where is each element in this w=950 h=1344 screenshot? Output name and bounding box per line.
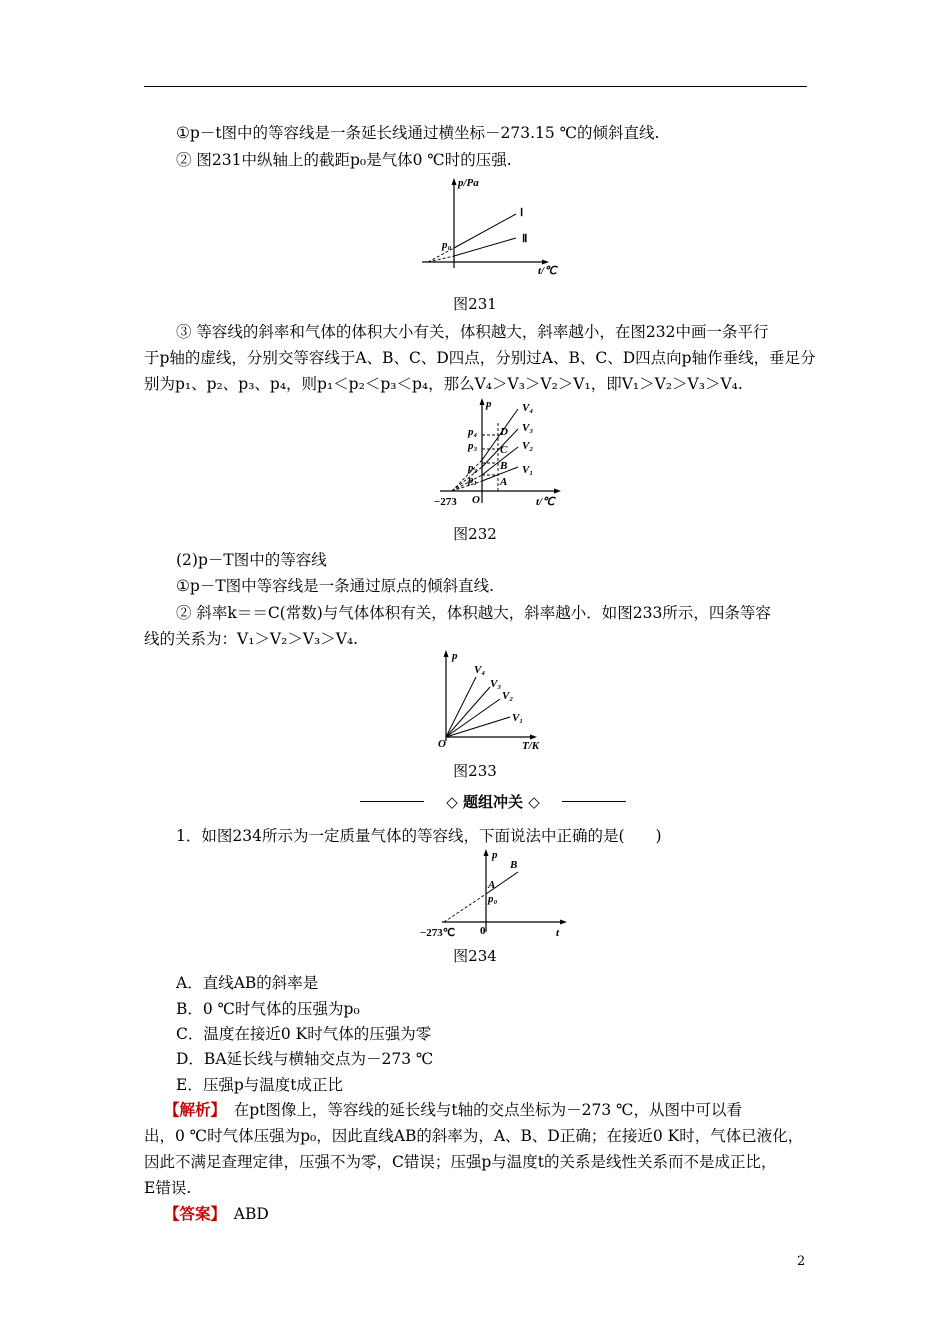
V3-label: V₃ (490, 678, 502, 690)
option-A: A．直线AB的斜率是 (176, 974, 319, 992)
option-C: C．温度在接近0 K时气体的压强为零 (176, 1025, 432, 1043)
figure-232 (430, 395, 570, 510)
para-line: ② 图231中纵轴上的截距p₀是气体0 ℃时的压强. (176, 151, 512, 169)
V2-label: V₂ (502, 690, 514, 702)
page-number: 2 (797, 1254, 806, 1269)
V4-label: V₄ (522, 402, 534, 414)
p4-label: p₄ (468, 426, 478, 438)
p1-label: p₁ (468, 474, 478, 486)
V2-label: V₂ (522, 440, 534, 452)
section-title: ◇ 题组冲关 ◇ (446, 793, 540, 811)
point-C: C (500, 444, 508, 456)
p2-label: p₂ (468, 462, 478, 474)
origin-label: O (472, 494, 480, 506)
point-B: B (500, 460, 508, 472)
answer-text: ABD (218, 1205, 269, 1223)
x-axis-label: t/℃ (536, 496, 555, 508)
point-A: A (488, 879, 496, 891)
V3-label: V₃ (522, 422, 534, 434)
neg-label: −273 (434, 496, 457, 508)
point-B: B (510, 859, 518, 871)
p-axis-label: p (486, 398, 492, 410)
answer-tag: 【答案】 (164, 1204, 219, 1223)
figure-caption: 图231 (453, 295, 497, 313)
para-line: ③ 等容线的斜率和气体的体积大小有关，体积越大，斜率越小，在图232中画一条平行 (176, 323, 769, 341)
x-axis-label: t/℃ (538, 265, 557, 276)
zero-label: 0 (480, 925, 486, 937)
question: 1．如图234所示为一定质量气体的等容线，下面说法中正确的是( ) (176, 827, 662, 845)
p0-label: p₀ (488, 893, 498, 905)
neg-label: −273℃ (420, 927, 456, 938)
origin-label: O (438, 738, 446, 750)
option-E: E．压强p与温度t成正比 (176, 1076, 343, 1094)
header-rule (144, 86, 807, 87)
figure-caption: 图233 (453, 762, 497, 780)
answer-line (144, 1204, 808, 1224)
p-axis-label: p (452, 650, 458, 662)
para-line: (2)p－T图中的等容线 (176, 551, 327, 569)
point-A: A (500, 476, 508, 488)
section-divider (360, 792, 626, 812)
p-axis-label: p (492, 849, 498, 861)
p3-label: p₃ (468, 440, 478, 452)
para-line: 线的关系为：V₁＞V₂＞V₃＞V₄. (144, 630, 359, 648)
para-line: 于p轴的虚线，分别交等容线于A、B、C、D四点，分别过A、B、C、D四点向p轴作垂线，垂足分 (144, 349, 816, 367)
analysis-text: 在pt图像上，等容线的延长线与t轴的交点坐标为－273 ℃，从图中可以看 (218, 1101, 742, 1119)
y-axis-label: p/Pa (458, 177, 479, 189)
V1-label: V₁ (512, 712, 524, 724)
x-axis-label: t (556, 927, 560, 938)
option-B: B．0 ℃时气体的压强为p₀ (176, 1000, 360, 1018)
V4-label: V₄ (474, 664, 486, 676)
analysis-line (144, 1100, 808, 1120)
figure-231 (418, 176, 568, 276)
para-line: 别为p₁、p₂、p₃、p₄，则p₁＜p₂＜p₃＜p₄，那么V₄＞V₃＞V₂＞V₁，即V₁＞V₂＞V₃＞V₄. (144, 375, 743, 393)
para-line: ①p－T图中等容线是一条通过原点的倾斜直线. (176, 577, 495, 595)
figure-caption: 图232 (453, 525, 497, 543)
figure-caption: 图234 (453, 947, 497, 965)
option-D: D．BA延长线与横轴交点为－273 ℃ (176, 1050, 434, 1068)
analysis-tag: 【解析】 (164, 1100, 219, 1119)
para-line: ② 斜率k＝＝C(常数)与气体体积有关，体积越大，斜率越小．如图233所示，四条等容 (176, 604, 771, 622)
analysis-line: E错误. (144, 1179, 192, 1197)
analysis-line: 出，0 ℃时气体压强为p₀，因此直线AB的斜率为，A、B、D正确；在接近0 K时，气体已液化， (144, 1127, 804, 1145)
figure-234 (418, 846, 578, 938)
para-line: ①p－t图中的等容线是一条延长线通过横坐标－273.15 ℃的倾斜直线. (176, 124, 660, 142)
point-D: D (500, 426, 508, 438)
analysis-line: 因此不满足查理定律，压强不为零，C错误；压强p与温度t的关系是线性关系而不是成正比， (144, 1153, 777, 1171)
figure-233 (430, 647, 550, 752)
V1-label: V₁ (522, 464, 534, 476)
intercept-label: p₀ (442, 239, 452, 251)
x-axis-label: T/K (522, 740, 540, 752)
line-label: Ⅰ (520, 207, 524, 219)
line-label: Ⅱ (522, 233, 528, 245)
